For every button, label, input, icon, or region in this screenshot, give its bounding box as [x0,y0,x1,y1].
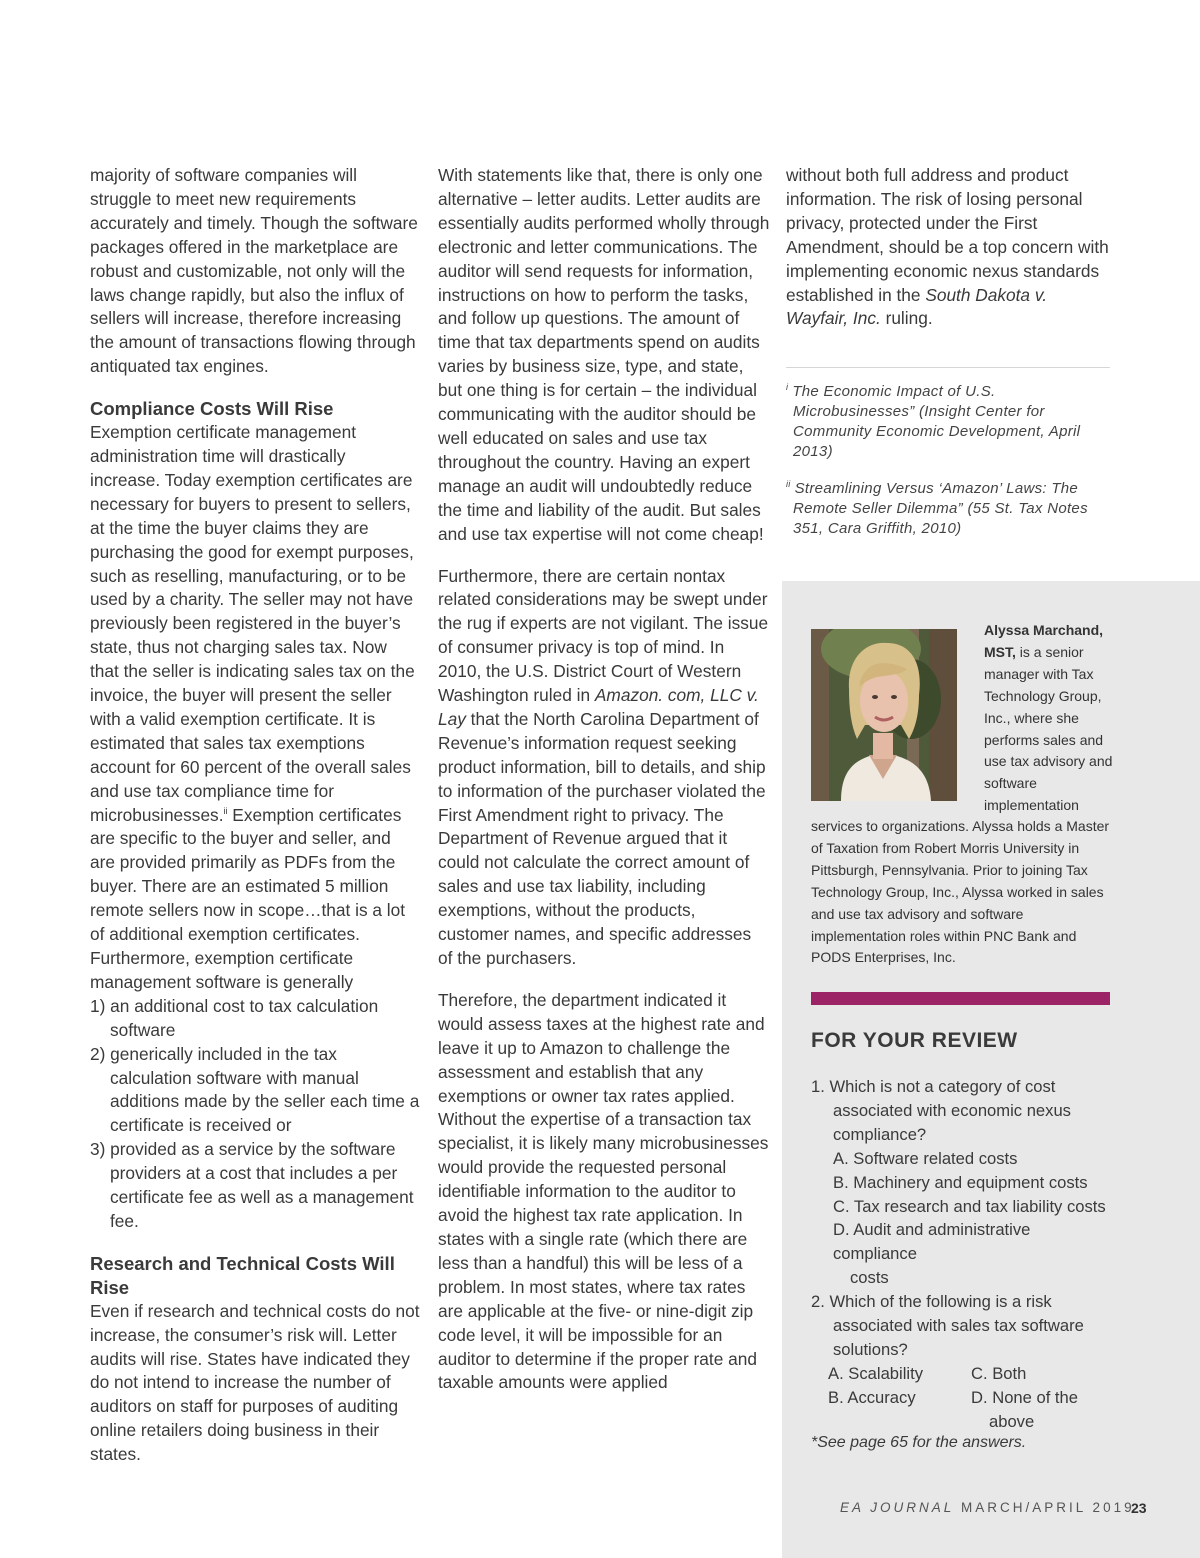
paragraph: majority of software companies will struggle to meet new requirements accurately and timely. Though the software packages offered in the marketplace are robust and customizable, not only will the laws change rapidly, but also the influx of sellers will increase, therefore increasing the amount of transactions flowing through antiquated tax engines. [90,165,418,377]
issue-date: MARCH/APRIL 2019 [961,1500,1135,1515]
answer-option: C. Both [971,1363,1027,1383]
article-column-1 [90,164,420,1467]
paragraph: Therefore, the department indicated it would assess taxes at the highest rate and leave it up to Amazon to challenge the assessment and establish that any exemptions or owner tax rates applied. Without the expertise of a transaction tax specialist, it is likely many microbusinesses would provide the requested personal identifiable information to the auditor to avoid the highest tax rate application. In states with a single rate (which there are less than a handful) this will be less of a problem. In most states, where tax rates are applicable at the five- or nine-digit zip code level, it will be impossible for an auditor to determine if the proper rate and taxable amounts were applied [438,989,769,1393]
case-citation: South Dakota v. Wayfair, Inc. [786,284,1047,329]
answer-option: C. Tax research and tax liability costs [833,1196,1106,1216]
footnote-divider [786,367,1110,368]
answer-option: A. Scalability [828,1363,923,1383]
footnote: $^i$ The Economic Impact of U.S. Microbusinesses” (Insight Center for Community Economic Development, April 2013) [786,382,1081,460]
article-column-2 [438,164,770,1395]
answer-option: D. Audit and administrative compliance [833,1220,1031,1264]
section-heading-compliance: Compliance Costs Will Rise [90,398,334,420]
article-column-3 [786,164,1110,331]
author-photo [811,629,957,801]
paragraph: Furthermore, there are certain nontax related considerations may be swept under the rug if experts are not vigilant. The issue of consumer privacy is top of mind. In 2010, the U.S. District Court of Western Washington ruled in Amazon. com, LLC v. Lay that the North Carolina Department of Revenue’s information request seeking product information, bill to details, and ship to information of the purchaser violated the First Amendment right to privacy. The Department of Revenue argued that it could not calculate the correct amount of sales and use tax liability, including exemptions, without the products, customer names, and specific addresses of the purchasers. [438,565,769,968]
answer-option-continued: above [989,1411,1035,1431]
review-question-2 [811,1290,1111,1433]
list-item: 1) an additional cost to tax calculation software [90,995,379,1040]
question-text: 2. Which of the following is a risk associated with sales tax software solutions? [811,1292,1084,1359]
answer-option: B. Accuracy [828,1387,916,1407]
footnote: $^{ii}$ Streamlining Versus ‘Amazon’ Laws: The Remote Seller Dilemma” (55 St. Tax Notes 351, Cara Griffith, 2010) [786,479,1088,537]
question-text: 1. Which is not a category of cost associated with economic nexus compliance? [811,1077,1071,1144]
paragraph: Even if research and technical costs do not increase, the consumer’s risk will. Letter audits will rise. States have indicated they do not intend to increase the number of auditors on staff for purposes of auditing online retailers doing business in their states. [90,1300,420,1465]
list-item: 3) provided as a service by the software providers at a cost that includes a per certificate fee as well as a management fee. [90,1139,414,1231]
answer-option: D. None of the [971,1387,1079,1407]
case-citation: Amazon. com, LLC v. Lay [438,685,759,729]
section-heading-research: Research and Technical Costs Will Rise [90,1252,395,1298]
paragraph: With statements like that, there is only one alternative – letter audits. Letter audits are essentially audits performed wholly through electronic and letter communications. The auditor will send requests for information, instructions on how to perform the tasks, and follow up questions. The amount of time that tax departments spend on audits varies by business size, type, and state, but one thing is for certain – the individual communicating with the auditor should be well educated on sales and use tax throughout the country. Having an expert manage an audit will undoubtedly reduce the time and liability of the audit. But sales and use tax expertise will not come cheap! [438,165,770,544]
review-title: FOR YOUR REVIEW [811,1029,1018,1052]
page-number: 23 [1131,1500,1147,1516]
paragraph: without both full address and product information. The risk of losing personal privacy, protected under the First Amendment, should be a top concern with implementing economic nexus standards established in the South Dakota v. Wayfair, Inc. ruling. [786,165,1109,329]
author-bio-continued: services to organizations. Alyssa holds a Master of Taxation from Robert Morris University in Pittsburgh, Pennsylvania. Prior to joining Tax Technology Group, Inc., Alyssa worked in sales and use tax advisory and software implementation roles within PNC Bank and PODS Enterprises, Inc. [811,818,1110,966]
journal-name: EA JOURNAL [840,1500,955,1515]
footnote-mark: ii [786,479,791,489]
answer-option: B. Machinery and equipment costs [833,1172,1088,1192]
answers-note: *See page 65 for the answers. [811,1434,1027,1451]
paragraph: Exemption certificate management administration time will drastically increase. Today exemption certificates are necessary for buyers to present to sellers, at the time the buyer claims they are purchasing the good for exempt purposes, such as reselling, manufacturing, or to be used by a charity. The seller may not have previously been registered in the buyer’s state, thus not charging sales tax. Now that the seller is indicating sales tax on the invoice, the buyer will present the seller with a valid exemption certificate. It is estimated that sales tax exemptions account for 60 percent of the overall sales and use tax compliance time for microbusinesses.$^{ii}$ Exemption certificates are specific to the buyer and seller, and are provided primarily as PDFs from the buyer. There are an estimated 5 million remote sellers now in scope…that is a lot of additional exemption certificates. Furthermore, exemption certificate management software is generally [90,422,415,992]
review-question-1 [811,1075,1111,1290]
page-footer [840,1500,1135,1515]
author-name: Alyssa Marchand, MST, [984,622,1104,660]
list-item: 2) generically included in the tax calculation software with manual additions made by the seller each time a certificate is received or [90,1043,420,1136]
author-bio-intro: Alyssa Marchand, MST, is a senior manager with Tax Technology Group, Inc., where she performs sales and use tax advisory and software implementation [984,622,1113,814]
footnote-mark: i [786,382,789,392]
answer-option-continued: costs [850,1268,889,1288]
answer-option: A. Software related costs [833,1148,1018,1168]
accent-bar [811,992,1110,1005]
footnote-ref[interactable]: ii [223,805,228,816]
